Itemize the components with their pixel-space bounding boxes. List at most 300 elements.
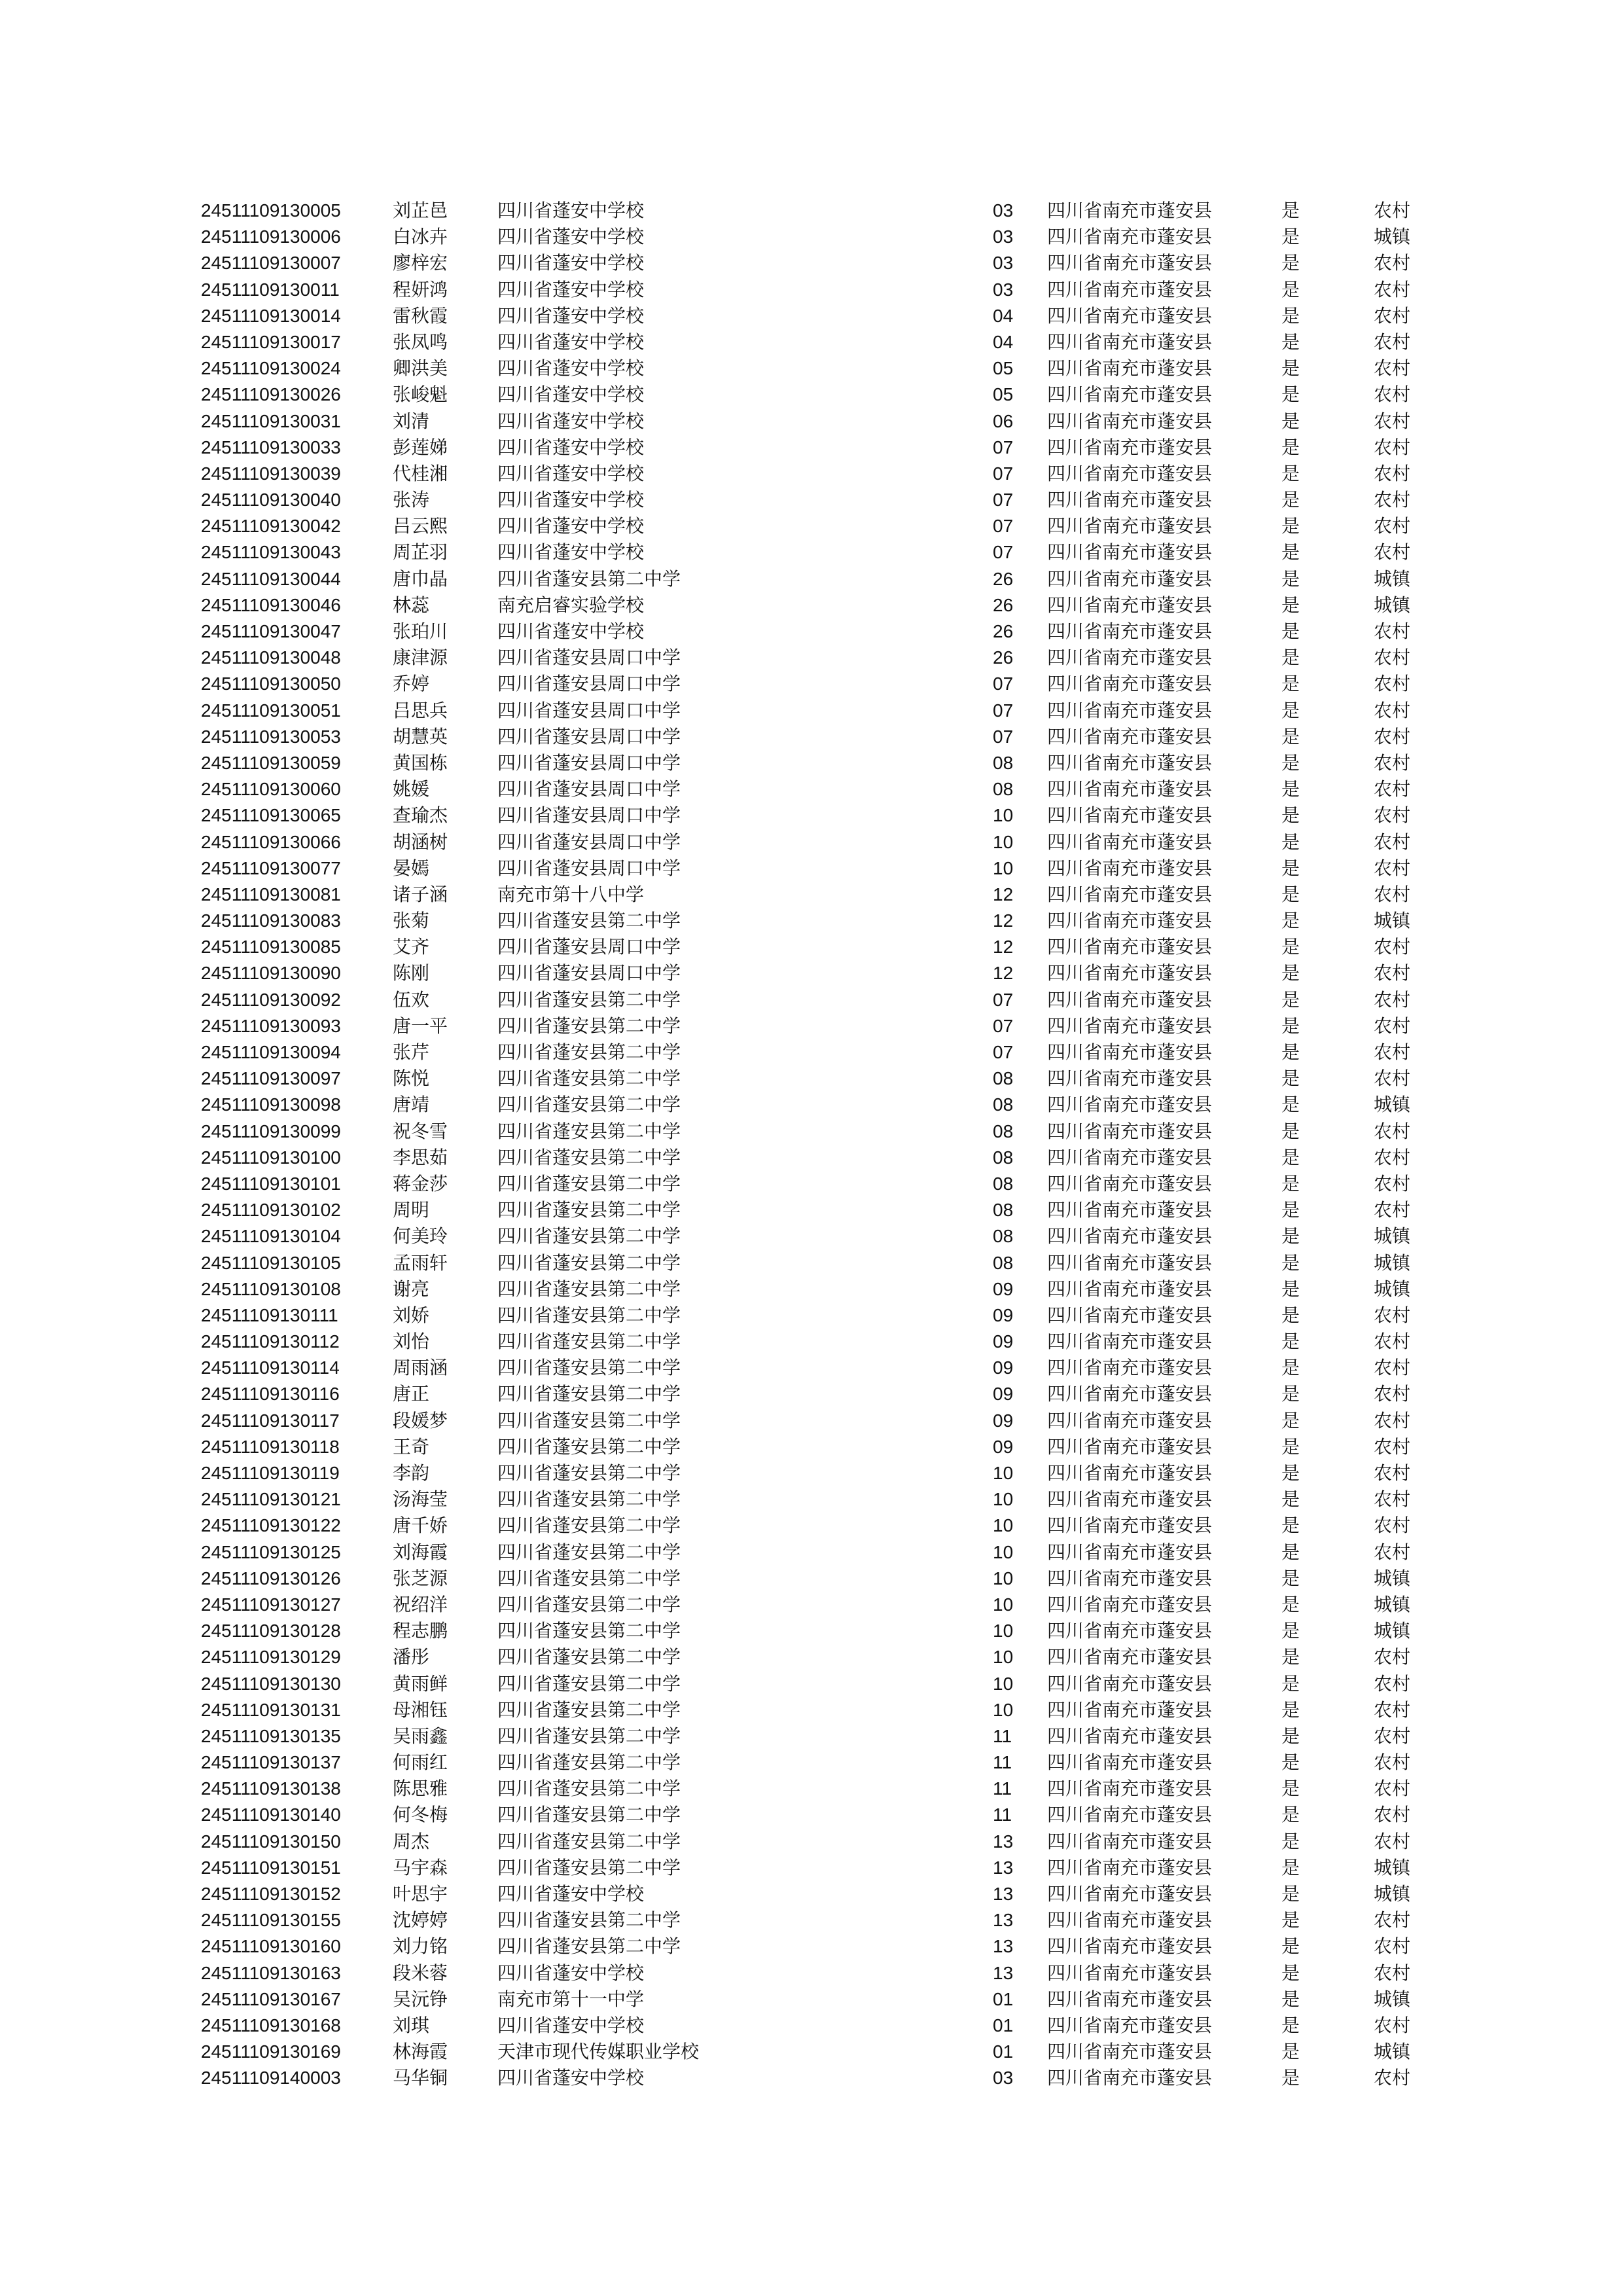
region-cell: 四川省南充市蓬安县 [1047, 1830, 1213, 1852]
school-name-cell: 四川省蓬安县第二中学 [497, 1593, 681, 1615]
school-name-cell: 四川省蓬安中学校 [497, 384, 645, 406]
residence-type-cell: 农村 [1374, 1357, 1411, 1379]
table-row [0, 1092, 1623, 1118]
region-cell: 四川省南充市蓬安县 [1047, 831, 1213, 853]
student-id-cell: 24511109130127 [201, 1594, 341, 1615]
residence-type-cell: 农村 [1374, 699, 1411, 721]
class-number-cell: 12 [993, 963, 1014, 984]
student-id-cell: 24511109130101 [201, 1173, 341, 1194]
flag-cell: 是 [1281, 1646, 1300, 1668]
table-row [0, 382, 1623, 408]
school-name-cell: 四川省蓬安县第二中学 [497, 1120, 681, 1142]
class-number-cell: 10 [993, 805, 1014, 826]
class-number-cell: 26 [993, 621, 1014, 641]
school-name-cell: 四川省蓬安县第二中学 [497, 1409, 681, 1431]
student-id-cell: 24511109130114 [201, 1357, 340, 1378]
residence-type-cell: 农村 [1374, 1725, 1411, 1747]
class-number-cell: 03 [993, 279, 1014, 300]
student-name-cell: 程妍鸿 [393, 278, 448, 300]
residence-type-cell: 农村 [1374, 541, 1411, 564]
region-cell: 四川省南充市蓬安县 [1047, 1225, 1213, 1247]
school-name-cell: 四川省蓬安县第二中学 [497, 1383, 681, 1405]
student-id-cell: 24511109130102 [201, 1200, 341, 1221]
table-row [0, 2065, 1623, 2091]
student-id-cell: 24511109130108 [201, 1278, 341, 1299]
residence-type-cell: 城镇 [1374, 1251, 1411, 1274]
residence-type-cell: 农村 [1374, 278, 1411, 300]
student-id-cell: 24511109130039 [201, 463, 341, 484]
student-name-cell: 潘彤 [393, 1646, 430, 1668]
class-number-cell: 07 [993, 1042, 1014, 1062]
flag-cell: 是 [1281, 831, 1300, 853]
table-row [0, 1855, 1623, 1881]
class-number-cell: 01 [993, 1988, 1014, 2009]
student-id-cell: 24511109130131 [201, 1699, 341, 1720]
school-name-cell: 四川省蓬安县第二中学 [497, 1462, 681, 1484]
student-id-cell: 24511109130138 [201, 1778, 341, 1799]
class-number-cell: 12 [993, 937, 1014, 958]
flag-cell: 是 [1281, 1462, 1300, 1484]
region-cell: 四川省南充市蓬安县 [1047, 962, 1213, 984]
flag-cell: 是 [1281, 1804, 1300, 1826]
residence-type-cell: 农村 [1374, 778, 1411, 800]
residence-type-cell: 农村 [1374, 962, 1411, 984]
class-number-cell: 08 [993, 1147, 1014, 1168]
school-name-cell: 南充市第十一中学 [497, 1988, 645, 2010]
school-name-cell: 四川省蓬安县第二中学 [497, 1698, 681, 1721]
residence-type-cell: 农村 [1374, 1435, 1411, 1458]
residence-type-cell: 农村 [1374, 988, 1411, 1011]
school-name-cell: 四川省蓬安县第二中学 [497, 1172, 681, 1194]
region-cell: 四川省南充市蓬安县 [1047, 436, 1213, 458]
region-cell: 四川省南充市蓬安县 [1047, 2067, 1213, 2089]
flag-cell: 是 [1281, 1357, 1300, 1379]
student-name-cell: 吕思兵 [393, 699, 448, 721]
school-name-cell: 四川省蓬安县第二中学 [497, 567, 681, 590]
table-row [0, 1671, 1623, 1697]
residence-type-cell: 农村 [1374, 857, 1411, 879]
school-name-cell: 四川省蓬安中学校 [497, 331, 645, 353]
school-name-cell: 四川省蓬安县第二中学 [497, 1909, 681, 1931]
school-name-cell: 四川省蓬安县第二中学 [497, 1935, 681, 1958]
table-row [0, 1381, 1623, 1407]
student-name-cell: 张菊 [393, 910, 430, 932]
student-name-cell: 周杰 [393, 1830, 430, 1852]
residence-type-cell: 农村 [1374, 200, 1411, 221]
residence-type-cell: 农村 [1374, 357, 1411, 380]
flag-cell: 是 [1281, 1672, 1300, 1695]
class-number-cell: 07 [993, 542, 1014, 563]
residence-type-cell: 城镇 [1374, 1567, 1411, 1589]
student-name-cell: 黄国栋 [393, 751, 448, 774]
region-cell: 四川省南充市蓬安县 [1047, 647, 1213, 669]
residence-type-cell: 农村 [1374, 1515, 1411, 1537]
school-name-cell: 四川省蓬安县第二中学 [497, 1804, 681, 1826]
flag-cell: 是 [1281, 1278, 1300, 1300]
class-number-cell: 09 [993, 1410, 1014, 1431]
class-number-cell: 08 [993, 1121, 1014, 1141]
residence-type-cell: 农村 [1374, 1014, 1411, 1037]
region-cell: 四川省南充市蓬安县 [1047, 778, 1213, 800]
student-id-cell: 24511109130026 [201, 384, 341, 405]
student-id-cell: 24511109130059 [201, 752, 341, 773]
student-id-cell: 24511109130051 [201, 700, 341, 721]
region-cell: 四川省南充市蓬安县 [1047, 1593, 1213, 1615]
residence-type-cell: 农村 [1374, 1751, 1411, 1774]
table-row [0, 1434, 1623, 1460]
region-cell: 四川省南充市蓬安县 [1047, 1672, 1213, 1695]
student-id-cell: 24511109130129 [201, 1647, 341, 1668]
table-row [0, 1460, 1623, 1486]
student-id-cell: 24511109130111 [201, 1304, 338, 1325]
table-row [0, 1408, 1623, 1434]
student-name-cell: 段媛梦 [393, 1409, 448, 1431]
flag-cell: 是 [1281, 2014, 1300, 2036]
student-id-cell: 24511109130104 [201, 1226, 341, 1247]
table-row [0, 1302, 1623, 1329]
table-row [0, 960, 1623, 986]
student-name-cell: 唐巾晶 [393, 567, 448, 590]
table-row [0, 1907, 1623, 1933]
region-cell: 四川省南充市蓬安县 [1047, 1067, 1213, 1090]
student-id-cell: 24511109130128 [201, 1621, 341, 1641]
region-cell: 四川省南充市蓬安县 [1047, 1541, 1213, 1563]
student-id-cell: 24511109130006 [201, 226, 341, 247]
class-number-cell: 09 [993, 1436, 1014, 1457]
school-name-cell: 四川省蓬安县第二中学 [497, 1014, 681, 1037]
table-row [0, 487, 1623, 513]
student-name-cell: 彭莲娣 [393, 436, 448, 458]
class-number-cell: 07 [993, 700, 1014, 721]
student-name-cell: 张珀川 [393, 620, 448, 642]
residence-type-cell: 城镇 [1374, 1593, 1411, 1615]
school-name-cell: 四川省蓬安县第二中学 [497, 1751, 681, 1774]
student-name-cell: 祝绍洋 [393, 1593, 448, 1615]
table-row [0, 1223, 1623, 1249]
region-cell: 四川省南充市蓬安县 [1047, 1278, 1213, 1300]
region-cell: 四川省南充市蓬安县 [1047, 252, 1213, 274]
student-id-cell: 24511109130151 [201, 1857, 341, 1878]
residence-type-cell: 城镇 [1374, 567, 1411, 590]
class-number-cell: 03 [993, 226, 1014, 247]
student-name-cell: 刘海霞 [393, 1541, 448, 1563]
class-number-cell: 12 [993, 910, 1014, 931]
residence-type-cell: 农村 [1374, 1146, 1411, 1168]
student-id-cell: 24511109130090 [201, 963, 341, 984]
residence-type-cell: 城镇 [1374, 1225, 1411, 1247]
student-id-cell: 24511109130098 [201, 1094, 341, 1115]
flag-cell: 是 [1281, 594, 1300, 616]
student-name-cell: 伍欢 [393, 988, 430, 1011]
school-name-cell: 四川省蓬安中学校 [497, 304, 645, 327]
student-name-cell: 晏嫣 [393, 857, 430, 879]
flag-cell: 是 [1281, 778, 1300, 800]
school-name-cell: 四川省蓬安县周口中学 [497, 831, 681, 853]
class-number-cell: 10 [993, 1621, 1014, 1641]
residence-type-cell: 农村 [1374, 304, 1411, 327]
student-name-cell: 张芹 [393, 1041, 430, 1063]
student-id-cell: 24511109130005 [201, 200, 341, 221]
student-name-cell: 唐正 [393, 1383, 430, 1405]
class-number-cell: 10 [993, 1463, 1014, 1483]
student-name-cell: 林蕊 [393, 594, 430, 616]
class-number-cell: 11 [993, 1725, 1012, 1746]
class-number-cell: 08 [993, 1200, 1014, 1221]
flag-cell: 是 [1281, 252, 1300, 274]
student-id-cell: 24511109130085 [201, 937, 341, 958]
table-row [0, 750, 1623, 776]
residence-type-cell: 农村 [1374, 1909, 1411, 1931]
residence-type-cell: 农村 [1374, 252, 1411, 274]
student-id-cell: 24511109130042 [201, 516, 341, 537]
class-number-cell: 13 [993, 1884, 1014, 1904]
region-cell: 四川省南充市蓬安县 [1047, 988, 1213, 1011]
residence-type-cell: 农村 [1374, 936, 1411, 958]
table-row [0, 802, 1623, 829]
residence-type-cell: 农村 [1374, 1672, 1411, 1695]
region-cell: 四川省南充市蓬安县 [1047, 1304, 1213, 1326]
student-name-cell: 段米蓉 [393, 1962, 448, 1984]
table-row [0, 592, 1623, 619]
student-id-cell: 24511109130160 [201, 1936, 341, 1957]
student-id-cell: 24511109130047 [201, 621, 341, 641]
flag-cell: 是 [1281, 410, 1300, 432]
region-cell: 四川省南充市蓬安县 [1047, 1567, 1213, 1589]
student-name-cell: 张凤鸣 [393, 331, 448, 353]
region-cell: 四川省南充市蓬安县 [1047, 1041, 1213, 1063]
flag-cell: 是 [1281, 751, 1300, 774]
class-number-cell: 11 [993, 1752, 1012, 1773]
residence-type-cell: 农村 [1374, 462, 1411, 484]
table-row [0, 829, 1623, 855]
flag-cell: 是 [1281, 2041, 1300, 2063]
flag-cell: 是 [1281, 331, 1300, 353]
flag-cell: 是 [1281, 620, 1300, 642]
flag-cell: 是 [1281, 1014, 1300, 1037]
student-name-cell: 马宇森 [393, 1856, 448, 1878]
student-name-cell: 诸子涵 [393, 883, 448, 905]
school-name-cell: 四川省蓬安中学校 [497, 489, 645, 511]
region-cell: 四川省南充市蓬安县 [1047, 1383, 1213, 1405]
student-id-cell: 24511109130065 [201, 805, 341, 826]
table-row [0, 1355, 1623, 1381]
flag-cell: 是 [1281, 673, 1300, 695]
school-name-cell: 四川省蓬安县第二中学 [497, 988, 681, 1011]
student-name-cell: 刘清 [393, 410, 430, 432]
class-number-cell: 07 [993, 1015, 1014, 1036]
table-row [0, 250, 1623, 276]
region-cell: 四川省南充市蓬安县 [1047, 1909, 1213, 1931]
flag-cell: 是 [1281, 883, 1300, 905]
flag-cell: 是 [1281, 962, 1300, 984]
residence-type-cell: 农村 [1374, 673, 1411, 695]
residence-type-cell: 农村 [1374, 1331, 1411, 1353]
residence-type-cell: 农村 [1374, 1383, 1411, 1405]
residence-type-cell: 农村 [1374, 620, 1411, 642]
school-name-cell: 四川省蓬安县第二中学 [497, 1541, 681, 1563]
student-name-cell: 何美玲 [393, 1225, 448, 1247]
flag-cell: 是 [1281, 936, 1300, 958]
region-cell: 四川省南充市蓬安县 [1047, 594, 1213, 616]
flag-cell: 是 [1281, 1041, 1300, 1063]
residence-type-cell: 农村 [1374, 804, 1411, 827]
table-row [0, 1881, 1623, 1907]
class-number-cell: 09 [993, 1357, 1014, 1378]
table-row [0, 1039, 1623, 1066]
class-number-cell: 01 [993, 2041, 1014, 2062]
flag-cell: 是 [1281, 226, 1300, 248]
student-id-cell: 24511109130060 [201, 779, 341, 800]
school-name-cell: 四川省蓬安县第二中学 [497, 910, 681, 932]
school-name-cell: 四川省蓬安县周口中学 [497, 751, 681, 774]
residence-type-cell: 农村 [1374, 2014, 1411, 2036]
region-cell: 四川省南充市蓬安县 [1047, 857, 1213, 879]
class-number-cell: 06 [993, 410, 1014, 431]
student-id-cell: 24511109130043 [201, 542, 341, 563]
table-row [0, 1802, 1623, 1828]
student-name-cell: 唐靖 [393, 1094, 430, 1116]
residence-type-cell: 农村 [1374, 515, 1411, 537]
class-number-cell: 08 [993, 779, 1014, 800]
student-id-cell: 24511109130163 [201, 1962, 341, 1983]
student-id-cell: 24511109130077 [201, 857, 341, 878]
class-number-cell: 10 [993, 831, 1014, 852]
table-row [0, 1749, 1623, 1776]
student-id-cell: 24511109130014 [201, 305, 341, 326]
school-name-cell: 四川省蓬安县第二中学 [497, 1778, 681, 1800]
school-name-cell: 四川省蓬安中学校 [497, 515, 645, 537]
school-name-cell: 四川省蓬安县周口中学 [497, 699, 681, 721]
school-name-cell: 四川省蓬安县第二中学 [497, 1278, 681, 1300]
student-id-cell: 24511109130017 [201, 331, 341, 352]
residence-type-cell: 农村 [1374, 1541, 1411, 1563]
class-number-cell: 10 [993, 1699, 1014, 1720]
region-cell: 四川省南充市蓬安县 [1047, 1883, 1213, 1905]
region-cell: 四川省南充市蓬安县 [1047, 1462, 1213, 1484]
student-name-cell: 刘琪 [393, 2014, 430, 2036]
school-name-cell: 四川省蓬安县第二中学 [497, 1067, 681, 1090]
table-row [0, 408, 1623, 435]
class-number-cell: 08 [993, 752, 1014, 773]
flag-cell: 是 [1281, 804, 1300, 827]
student-name-cell: 刘芷邑 [393, 200, 448, 221]
table-row [0, 987, 1623, 1013]
class-number-cell: 13 [993, 1962, 1014, 1983]
table-row [0, 1829, 1623, 1855]
flag-cell: 是 [1281, 436, 1300, 458]
student-id-cell: 24511109130116 [201, 1384, 340, 1405]
residence-type-cell: 农村 [1374, 883, 1411, 905]
student-name-cell: 康津源 [393, 647, 448, 669]
class-number-cell: 10 [993, 1568, 1014, 1588]
student-id-cell: 24511109130083 [201, 910, 341, 931]
student-id-cell: 24511109130135 [201, 1725, 341, 1746]
table-row [0, 671, 1623, 697]
student-id-cell: 24511109130167 [201, 1988, 341, 2009]
student-id-cell: 24511109130126 [201, 1568, 341, 1588]
flag-cell: 是 [1281, 1515, 1300, 1537]
student-name-cell: 何雨红 [393, 1751, 448, 1774]
class-number-cell: 01 [993, 2015, 1014, 2036]
flag-cell: 是 [1281, 278, 1300, 300]
flag-cell: 是 [1281, 1146, 1300, 1168]
flag-cell: 是 [1281, 1331, 1300, 1353]
student-id-cell: 24511109130081 [201, 884, 341, 905]
table-row [0, 776, 1623, 802]
flag-cell: 是 [1281, 1225, 1300, 1247]
student-name-cell: 乔婷 [393, 673, 430, 695]
class-number-cell: 07 [993, 989, 1014, 1010]
flag-cell: 是 [1281, 1094, 1300, 1116]
school-name-cell: 四川省蓬安中学校 [497, 1962, 645, 1984]
student-name-cell: 周明 [393, 1199, 430, 1221]
flag-cell: 是 [1281, 1067, 1300, 1090]
table-row [0, 2039, 1623, 2065]
class-number-cell: 26 [993, 647, 1014, 668]
student-id-cell: 24511109130048 [201, 647, 341, 668]
student-id-cell: 24511109140003 [201, 2068, 341, 2089]
residence-type-cell: 城镇 [1374, 594, 1411, 616]
region-cell: 四川省南充市蓬安县 [1047, 2041, 1213, 2063]
flag-cell: 是 [1281, 699, 1300, 721]
student-id-cell: 24511109130152 [201, 1884, 341, 1904]
flag-cell: 是 [1281, 1909, 1300, 1931]
flag-cell: 是 [1281, 1778, 1300, 1800]
flag-cell: 是 [1281, 1593, 1300, 1615]
flag-cell: 是 [1281, 725, 1300, 747]
student-id-cell: 24511109130122 [201, 1515, 341, 1536]
region-cell: 四川省南充市蓬安县 [1047, 200, 1213, 221]
student-name-cell: 吴雨鑫 [393, 1725, 448, 1747]
table-row [0, 698, 1623, 724]
class-number-cell: 08 [993, 1173, 1014, 1194]
student-name-cell: 代桂湘 [393, 462, 448, 484]
school-name-cell: 四川省蓬安中学校 [497, 278, 645, 300]
student-name-cell: 白冰卉 [393, 226, 448, 248]
student-id-cell: 24511109130040 [201, 490, 341, 511]
flag-cell: 是 [1281, 1435, 1300, 1458]
school-name-cell: 四川省蓬安县第二中学 [497, 1225, 681, 1247]
school-name-cell: 四川省蓬安中学校 [497, 357, 645, 380]
student-name-cell: 刘力铭 [393, 1935, 448, 1958]
class-number-cell: 03 [993, 253, 1014, 274]
school-name-cell: 四川省蓬安县第二中学 [497, 1830, 681, 1852]
residence-type-cell: 农村 [1374, 1962, 1411, 1984]
flag-cell: 是 [1281, 1172, 1300, 1194]
class-number-cell: 07 [993, 726, 1014, 747]
table-row [0, 1592, 1623, 1618]
student-name-cell: 程志鹏 [393, 1620, 448, 1642]
region-cell: 四川省南充市蓬安县 [1047, 1804, 1213, 1826]
school-name-cell: 四川省蓬安县第二中学 [497, 1856, 681, 1878]
school-name-cell: 四川省蓬安县周口中学 [497, 673, 681, 695]
flag-cell: 是 [1281, 1383, 1300, 1405]
residence-type-cell: 农村 [1374, 2067, 1411, 2089]
class-number-cell: 11 [993, 1778, 1012, 1799]
student-id-cell: 24511109130093 [201, 1015, 341, 1036]
region-cell: 四川省南充市蓬安县 [1047, 883, 1213, 905]
flag-cell: 是 [1281, 1988, 1300, 2010]
region-cell: 四川省南充市蓬安县 [1047, 1357, 1213, 1379]
table-row [0, 1329, 1623, 1355]
table-row [0, 435, 1623, 461]
class-number-cell: 04 [993, 331, 1014, 352]
region-cell: 四川省南充市蓬安县 [1047, 541, 1213, 564]
table-row [0, 1960, 1623, 1986]
school-name-cell: 南充市第十八中学 [497, 883, 645, 905]
student-id-cell: 24511109130033 [201, 437, 341, 457]
roster-table [0, 198, 1623, 2092]
